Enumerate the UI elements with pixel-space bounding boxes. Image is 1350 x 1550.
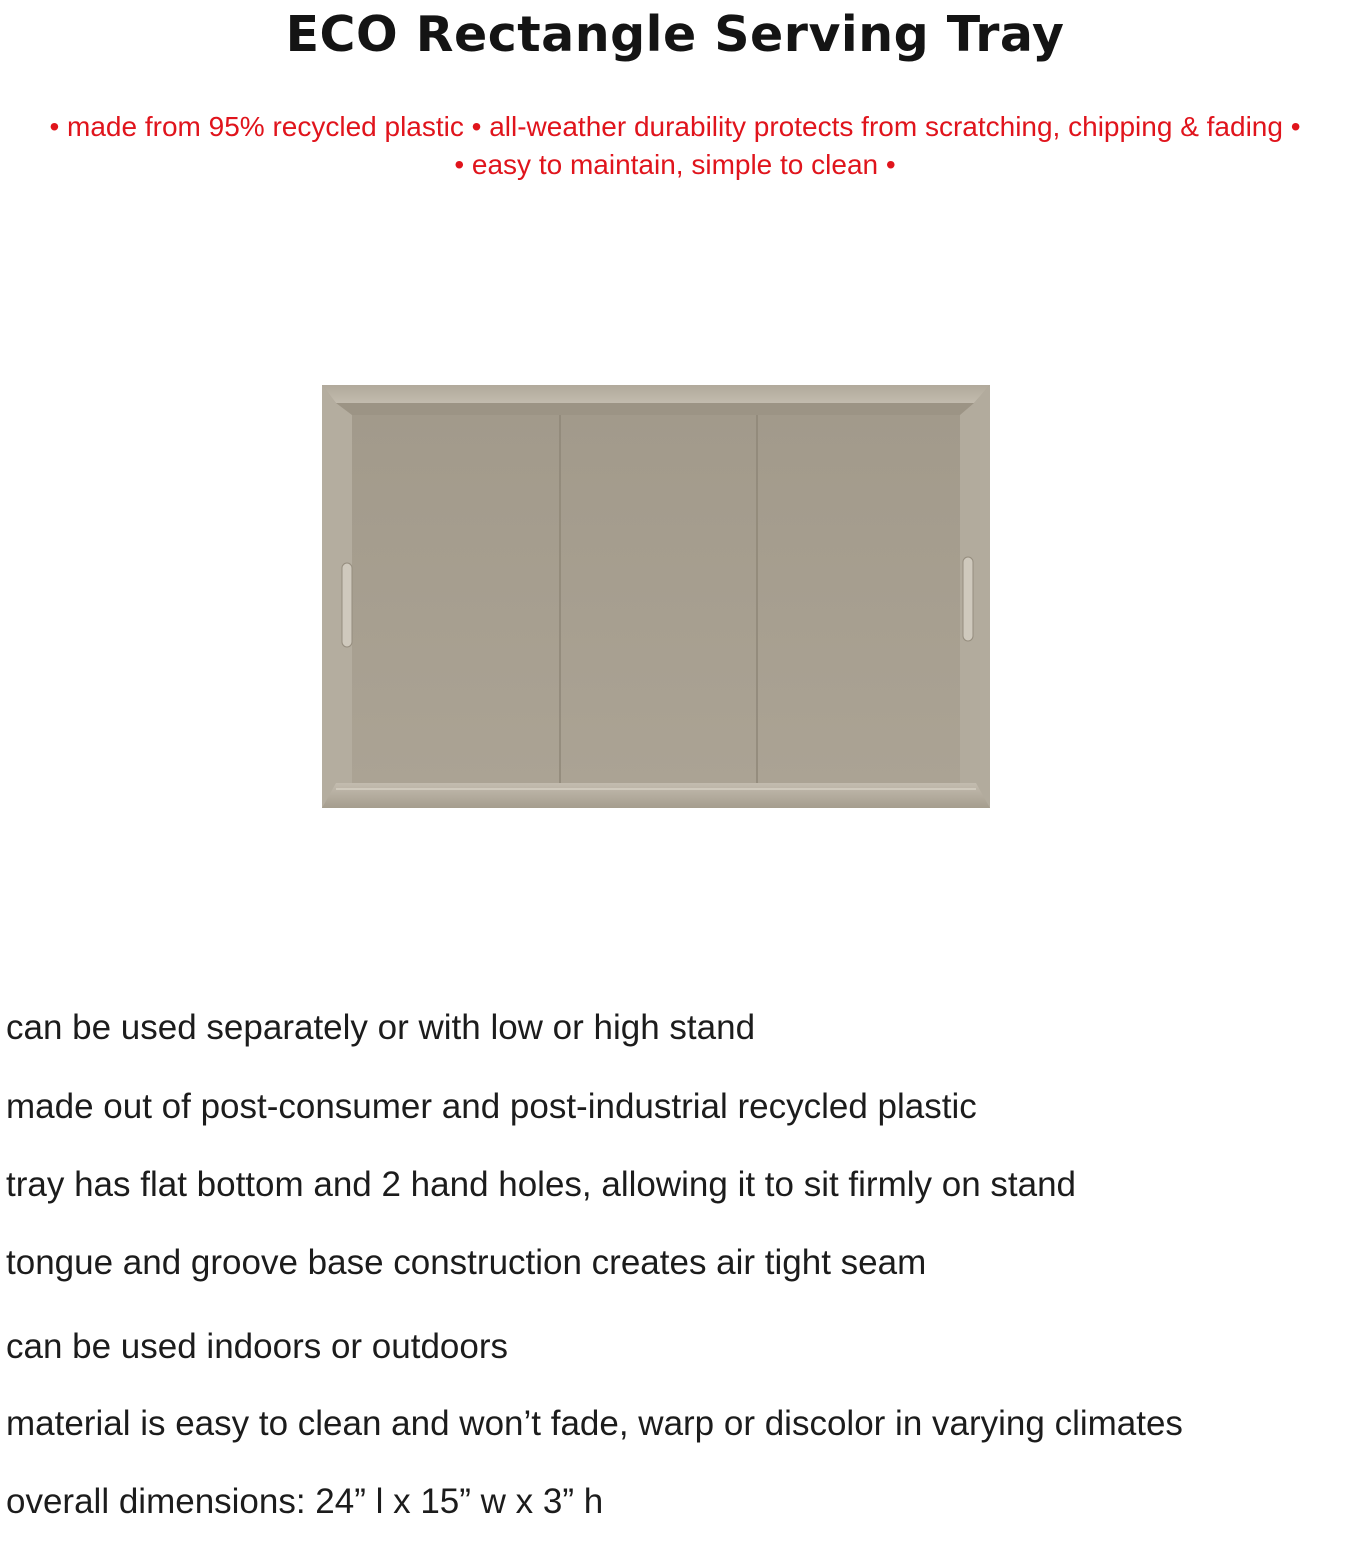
product-title: ECO Rectangle Serving Tray (285, 6, 1065, 63)
feature-item: tongue and groove base construction creates air tight seam (6, 1243, 927, 1282)
tray-back-wall (336, 403, 974, 415)
feature-item: can be used separately or with low or high stand (6, 1008, 756, 1047)
tray-product-image (322, 385, 990, 808)
tagline-line-1: • made from 95% recycled plastic • all-weather durability protects from scratching, chipping & fading • (49, 111, 1301, 142)
feature-item: overall dimensions: 24” l x 15” w x 3” h (6, 1482, 604, 1521)
tray-illustration (322, 385, 990, 808)
feature-item: tray has flat bottom and 2 hand holes, allowing it to sit firmly on stand (6, 1165, 1077, 1204)
tagline-line-2: • easy to maintain, simple to clean • (454, 149, 896, 180)
hand-hole-left (342, 563, 352, 647)
feature-item: material is easy to clean and won’t fade, warp or discolor in varying climates (6, 1404, 1183, 1443)
hand-hole-right (963, 557, 973, 641)
tray-rim-top (322, 385, 990, 403)
feature-item: made out of post-consumer and post-industrial recycled plastic (6, 1087, 977, 1126)
feature-item: can be used indoors or outdoors (6, 1327, 508, 1366)
tray-rim-front (322, 783, 990, 808)
tray-base (352, 415, 960, 783)
